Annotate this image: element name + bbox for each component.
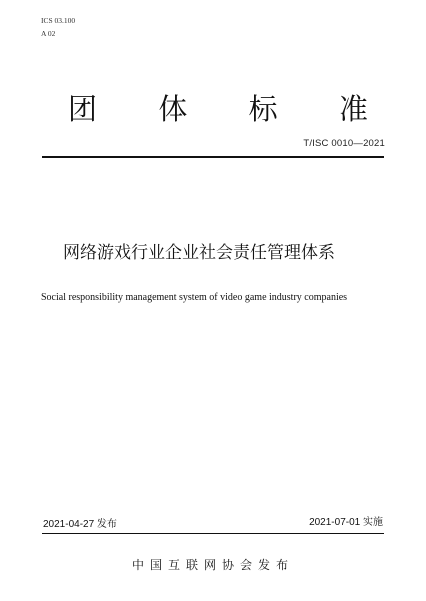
- doc-type-char: 团: [68, 92, 98, 126]
- issue-date: 2021-04-27 发布: [43, 519, 117, 530]
- top-divider: [42, 156, 384, 158]
- doc-type-char: 准: [338, 92, 368, 126]
- standard-number: T/ISC 0010—2021: [303, 138, 385, 149]
- title-chinese: 网络游戏行业企业社会责任管理体系: [63, 243, 335, 263]
- doc-type-char: 标: [248, 92, 278, 126]
- document-type-heading: [68, 92, 368, 126]
- implementation-date: 2021-07-01 实施: [309, 517, 383, 528]
- title-english: Social responsibility management system of video game industry companies: [41, 292, 348, 303]
- ics-code: ICS 03.100: [41, 16, 76, 25]
- doc-type-char: 体: [158, 92, 188, 126]
- publisher: 中国互联网协会发布: [131, 558, 294, 572]
- bottom-divider: [42, 533, 384, 534]
- ccs-code: A 02: [41, 29, 56, 38]
